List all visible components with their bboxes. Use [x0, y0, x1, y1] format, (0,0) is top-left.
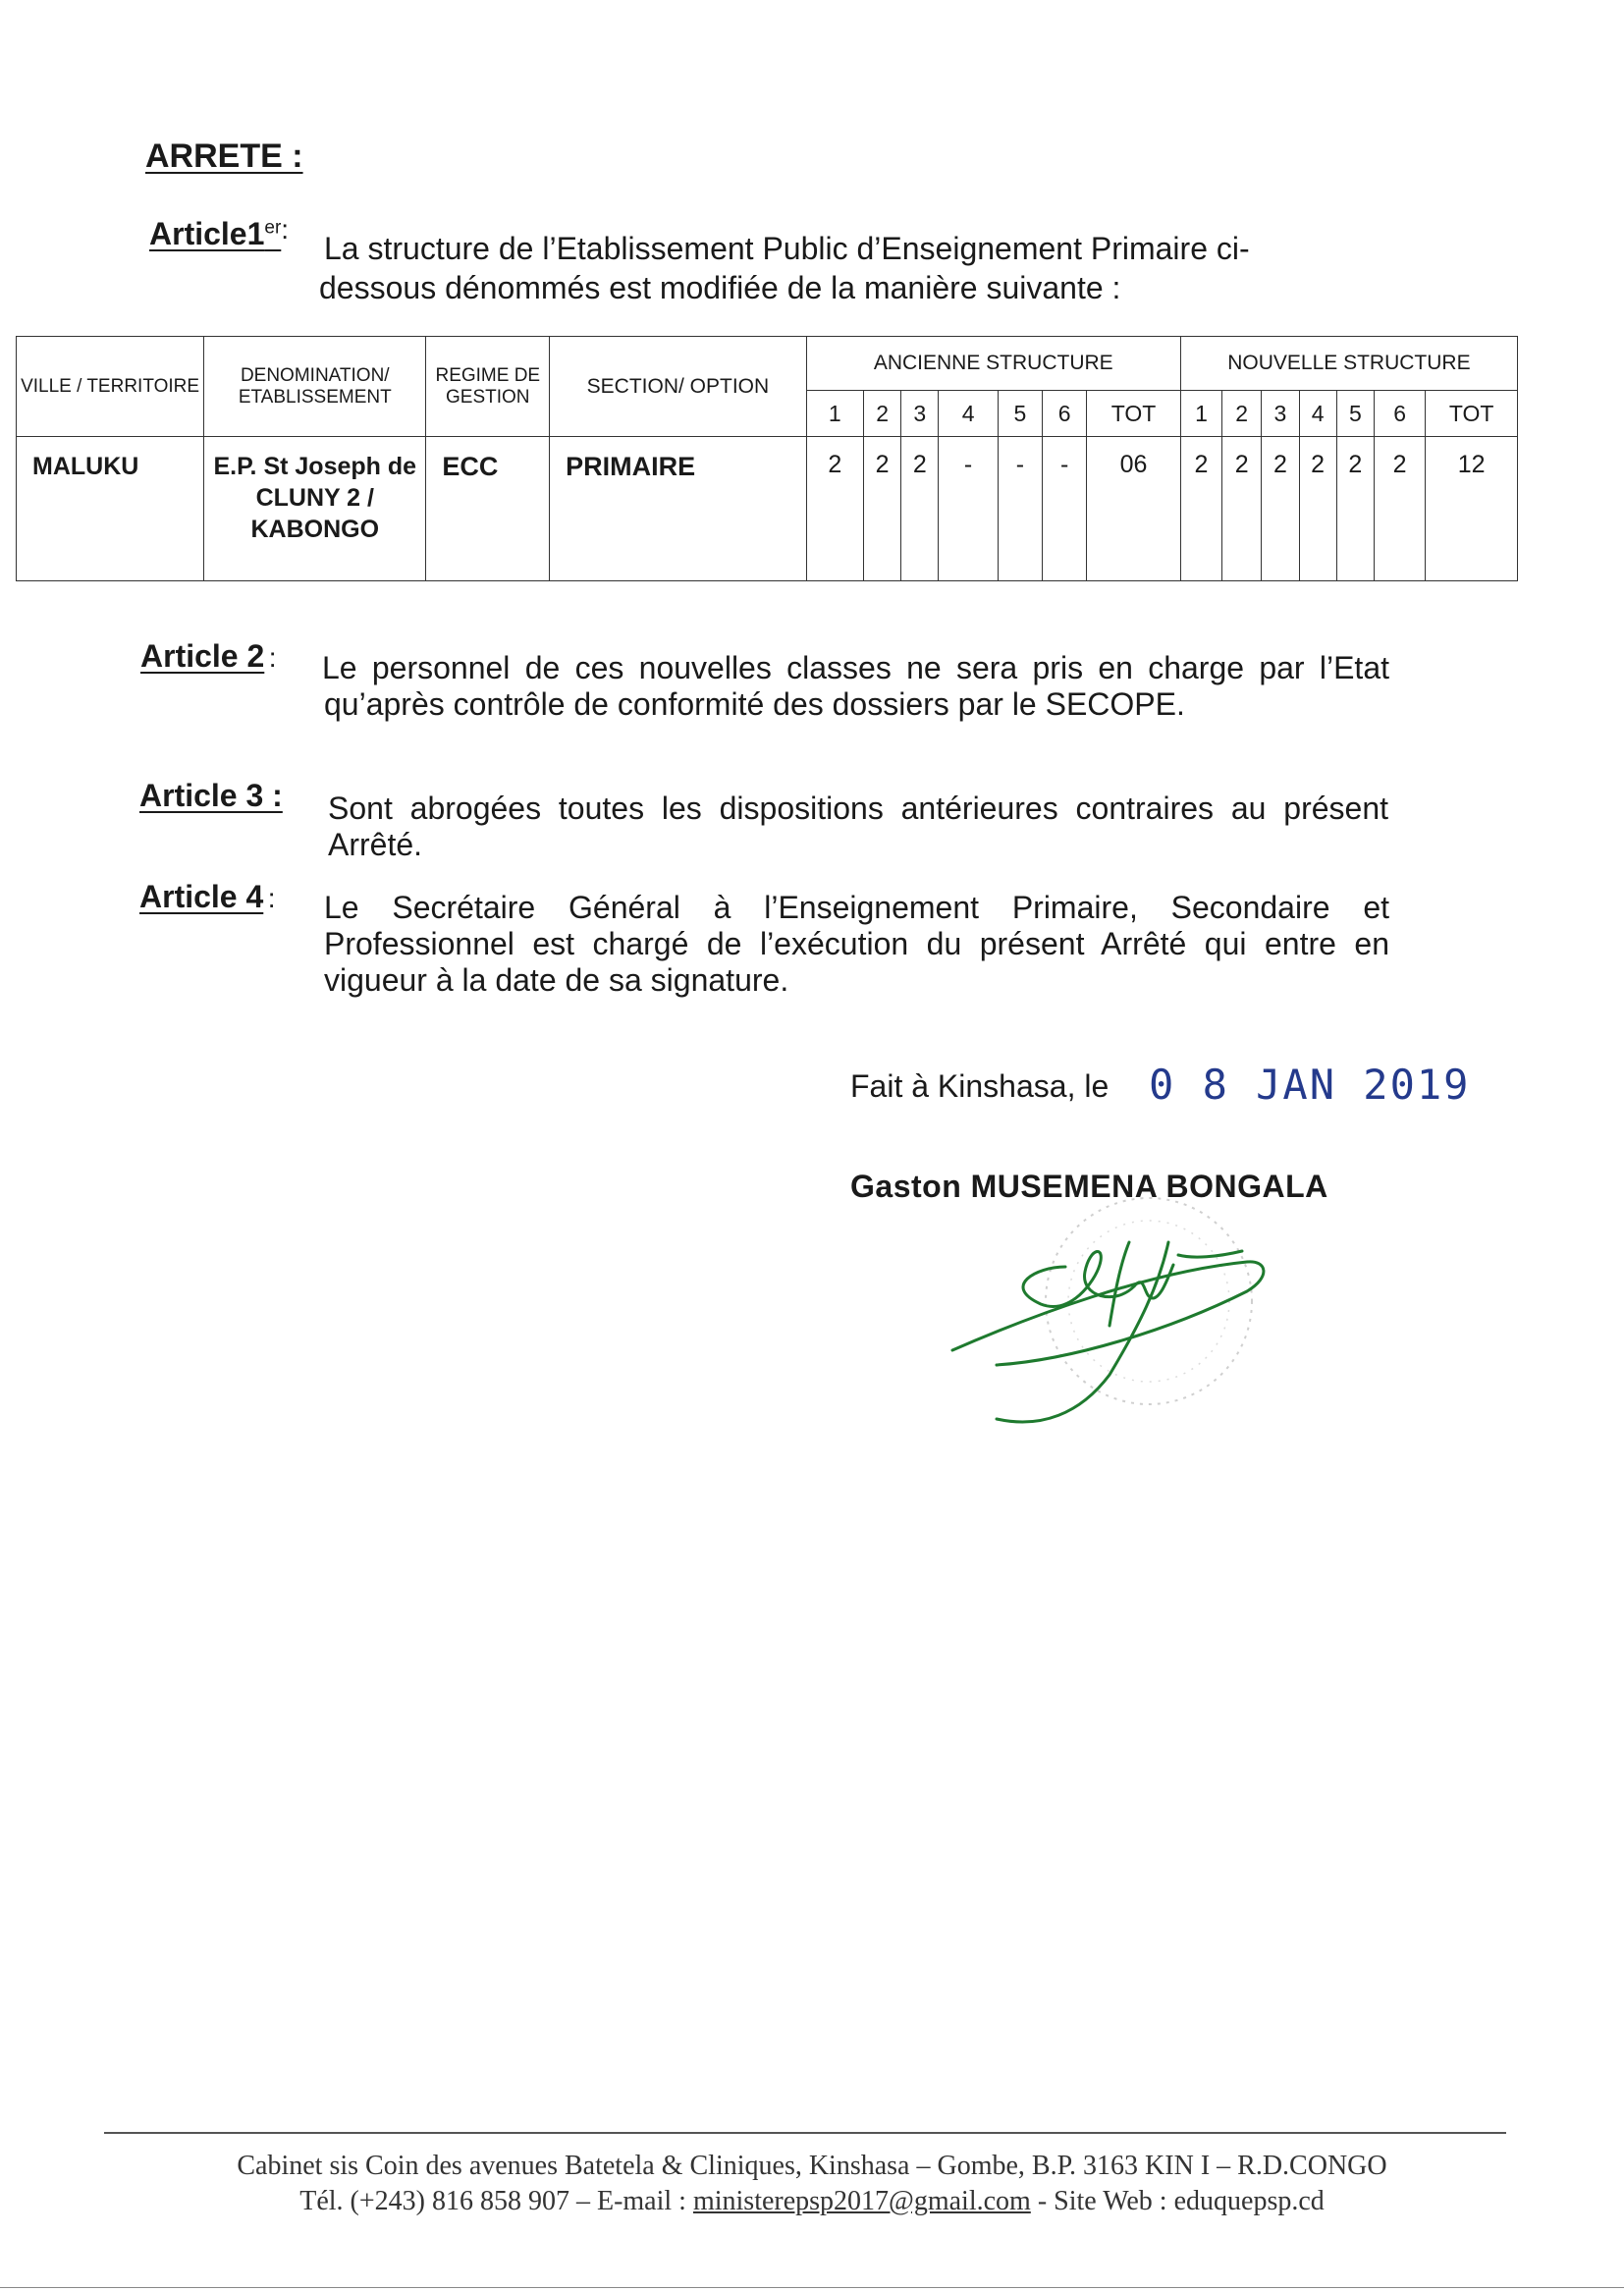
- cell-old-2: 2: [863, 437, 900, 581]
- sub-header-new-6: 6: [1374, 391, 1425, 437]
- cell-old-1: 2: [806, 437, 863, 581]
- sub-header-new-3: 3: [1262, 391, 1299, 437]
- article2-label: Article 2: [140, 638, 265, 674]
- footer-website: - Site Web : eduquepsp.cd: [1030, 2186, 1325, 2216]
- article1-line1: La structure de l’Etablissement Public d’Enseignement Primaire ci-: [324, 231, 1250, 266]
- article1-label: Article1er: [149, 216, 282, 252]
- cell-new-2: 2: [1222, 437, 1262, 581]
- page-bottom-edge: [0, 2287, 1624, 2288]
- footer-phone: Tél. (+243) 816 858 907 – E-mail :: [299, 2186, 693, 2216]
- article4-colon: :: [267, 883, 276, 913]
- table-header-row: [17, 337, 1518, 391]
- footer-divider: [104, 2132, 1506, 2134]
- cell-old-3: 2: [901, 437, 939, 581]
- cell-old-6: -: [1043, 437, 1087, 581]
- table-row: [17, 437, 1518, 581]
- col-header-denomination: DENOMINATION/ ETABLISSEMENT: [204, 337, 426, 437]
- cell-new-tot: 12: [1426, 437, 1518, 581]
- article2-text: Le personnel de ces nouvelles classes ne sera pris en charge par l’Etat qu’après contrôle de conformité des dossiers par le SECOPE.: [322, 650, 1389, 722]
- cell-ville: MALUKU: [17, 437, 204, 581]
- sub-header-old-tot: TOT: [1087, 391, 1181, 437]
- cell-new-1: 2: [1180, 437, 1221, 581]
- sub-header-old-5: 5: [998, 391, 1042, 437]
- article1-label-block: [149, 214, 289, 252]
- col-header-ville: VILLE / TERRITOIRE: [17, 337, 204, 437]
- sub-header-new-tot: TOT: [1426, 391, 1518, 437]
- sub-header-old-2: 2: [863, 391, 900, 437]
- sub-header-old-4: 4: [939, 391, 998, 437]
- stamp-date: 0 8 JAN 2019: [1149, 1061, 1471, 1109]
- article4-label-block: [139, 879, 276, 915]
- article3-text: Sont abrogées toutes les dispositions antérieures contraires au présent Arrêté.: [328, 791, 1388, 862]
- footer-address: Cabinet sis Coin des avenues Batetela & Cliniques, Kinshasa – Gombe, B.P. 3163 KIN I – R.D.CONGO: [237, 2151, 1387, 2181]
- signatory-name: Gaston MUSEMENA BONGALA: [850, 1169, 1328, 1204]
- cell-new-4: 2: [1299, 437, 1336, 581]
- sub-header-new-2: 2: [1222, 391, 1262, 437]
- footer-email[interactable]: ministerepsp2017@gmail.com: [692, 2186, 1031, 2216]
- place-date: Fait à Kinshasa, le: [850, 1068, 1110, 1104]
- cell-new-3: 2: [1262, 437, 1299, 581]
- footer-contact: [0, 2186, 1624, 2217]
- article3-label: Article 3 :: [139, 778, 283, 813]
- sub-header-old-1: 1: [806, 391, 863, 437]
- cell-old-4: -: [939, 437, 998, 581]
- sub-header-old-3: 3: [901, 391, 939, 437]
- structure-table: [16, 336, 1518, 581]
- article1-colon: :: [281, 214, 290, 245]
- sub-header-new-1: 1: [1180, 391, 1221, 437]
- col-header-section: SECTION/ OPTION: [550, 337, 807, 437]
- signature-graphic: [923, 1149, 1355, 1444]
- sub-header-old-6: 6: [1043, 391, 1087, 437]
- col-header-regime: REGIME DE GESTION: [426, 337, 550, 437]
- decree-heading: ARRETE :: [145, 137, 303, 175]
- article4-text: Le Secrétaire Général à l’Enseignement Primaire, Secondaire et Professionnel est chargé de l’exécution du présent Arrêté qui entre en vigueur à la date de sa signature.: [324, 890, 1389, 998]
- cell-denomination: E.P. St Joseph de CLUNY 2 / KABONGO: [204, 437, 426, 581]
- article1-line2: dessous dénommés est modifiée de la manière suivante :: [319, 270, 1121, 305]
- col-header-nouvelle: NOUVELLE STRUCTURE: [1180, 337, 1517, 391]
- cell-section: PRIMAIRE: [550, 437, 807, 581]
- article4-label: Article 4: [139, 879, 264, 914]
- cell-regime: ECC: [426, 437, 550, 581]
- col-header-ancienne: ANCIENNE STRUCTURE: [806, 337, 1180, 391]
- cell-new-5: 2: [1336, 437, 1374, 581]
- cell-old-tot: 06: [1087, 437, 1181, 581]
- article2-label-block: [140, 638, 277, 675]
- sub-header-new-5: 5: [1336, 391, 1374, 437]
- cell-new-6: 2: [1374, 437, 1425, 581]
- sub-header-new-4: 4: [1299, 391, 1336, 437]
- cell-old-5: -: [998, 437, 1042, 581]
- article2-colon: :: [268, 642, 277, 673]
